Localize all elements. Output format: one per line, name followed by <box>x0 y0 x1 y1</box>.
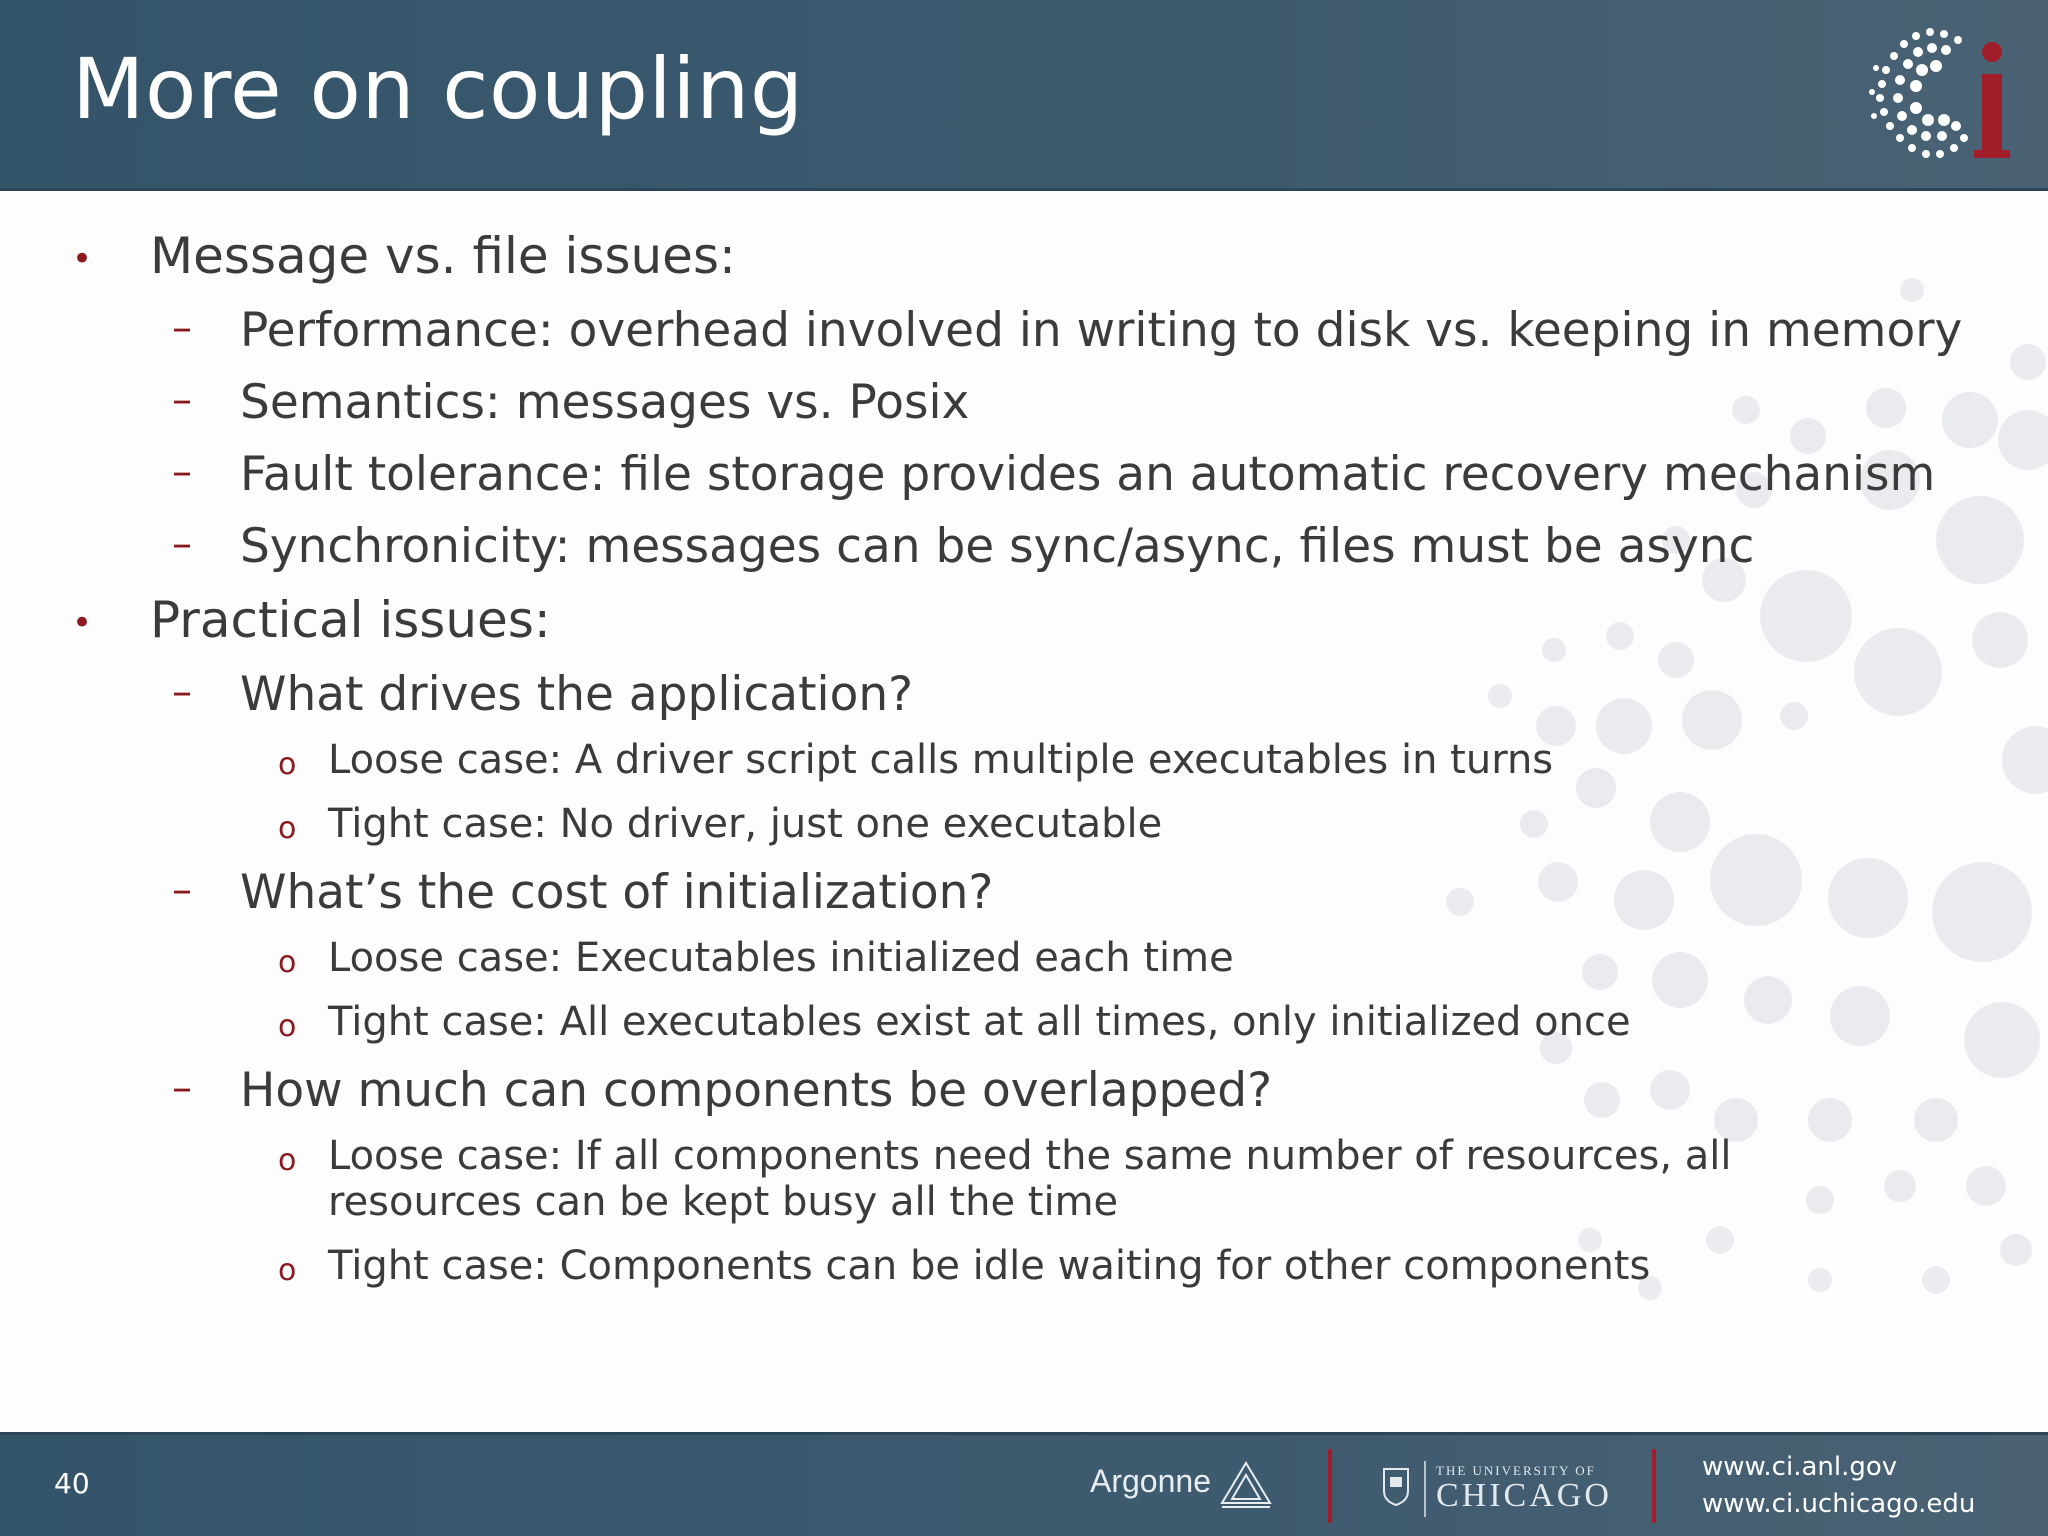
list-item-text: Synchronicity: messages can be sync/async, files must be async <box>240 519 1755 574</box>
list-item-text: What drives the application? <box>240 667 914 722</box>
argonne-triangle-icon <box>1218 1459 1274 1509</box>
ci-logo-icon <box>1864 22 2024 172</box>
list-item-text: Tight case: Components can be idle waiting for other components <box>328 1243 1651 1289</box>
page-number: 40 <box>54 1467 90 1500</box>
uchicago-small-label: THE UNIVERSITY OF <box>1436 1463 1596 1478</box>
footer-separator <box>1652 1449 1656 1523</box>
list-item-text: Performance: overhead involved in writing to disk vs. keeping in memory <box>240 303 1963 358</box>
url-uchicago-link[interactable]: www.ci.uchicago.edu <box>1702 1489 1976 1519</box>
bullet-dot-icon: • <box>72 603 93 643</box>
bullet-circle-icon: o <box>278 811 297 846</box>
bullet-circle-icon: o <box>278 747 297 782</box>
bullet-circle-icon: o <box>278 1253 297 1288</box>
header-bar <box>0 0 2048 191</box>
bullet-circle-icon: o <box>278 1009 297 1044</box>
list-item-text: Loose case: A driver script calls multiple executables in turns <box>328 737 1554 783</box>
list-item-text: Loose case: If all components need the same number of resources, all resources can be kept busy all the time <box>328 1133 1732 1225</box>
list-item-text: How much can components be overlapped? <box>240 1063 1273 1118</box>
bullet-dash-icon: – <box>172 305 192 351</box>
bullet-dash-icon: – <box>172 521 192 567</box>
uchicago-divider <box>1424 1461 1426 1517</box>
bullet-dash-icon: – <box>172 1065 192 1111</box>
argonne-logo <box>1090 1453 1280 1523</box>
bullet-circle-icon: o <box>278 945 297 980</box>
uchicago-logo <box>1378 1453 1618 1523</box>
url-anl-link[interactable]: www.ci.anl.gov <box>1702 1452 1898 1482</box>
footer-bar <box>0 1432 2048 1536</box>
footer-urls <box>1702 1449 1975 1523</box>
bullet-dash-icon: – <box>172 669 192 715</box>
argonne-label: Argonne <box>1090 1463 1211 1499</box>
bullet-dot-icon: • <box>72 239 93 279</box>
list-item-text: Tight case: No driver, just one executable <box>328 801 1163 847</box>
slide-title: More on coupling <box>72 40 804 138</box>
uchicago-big-label: CHICAGO <box>1436 1477 1612 1514</box>
footer-separator <box>1328 1449 1332 1523</box>
bullet-dash-icon: – <box>172 867 192 913</box>
list-item-text: Practical issues: <box>150 591 551 649</box>
list-item-text: Message vs. file issues: <box>150 227 736 285</box>
bullet-circle-icon: o <box>278 1143 297 1178</box>
list-item-text: Fault tolerance: file storage provides an automatic recovery mechanism <box>240 447 1936 502</box>
list-item-text: Loose case: Executables initialized each time <box>328 935 1234 981</box>
list-item-text: Semantics: messages vs. Posix <box>240 375 970 430</box>
list-item-text: Tight case: All executables exist at all times, only initialized once <box>328 999 1631 1045</box>
uchicago-shield-icon <box>1382 1467 1410 1507</box>
bullet-dash-icon: – <box>172 377 192 423</box>
bullet-dash-icon: – <box>172 449 192 495</box>
list-item-text: What’s the cost of initialization? <box>240 865 994 920</box>
